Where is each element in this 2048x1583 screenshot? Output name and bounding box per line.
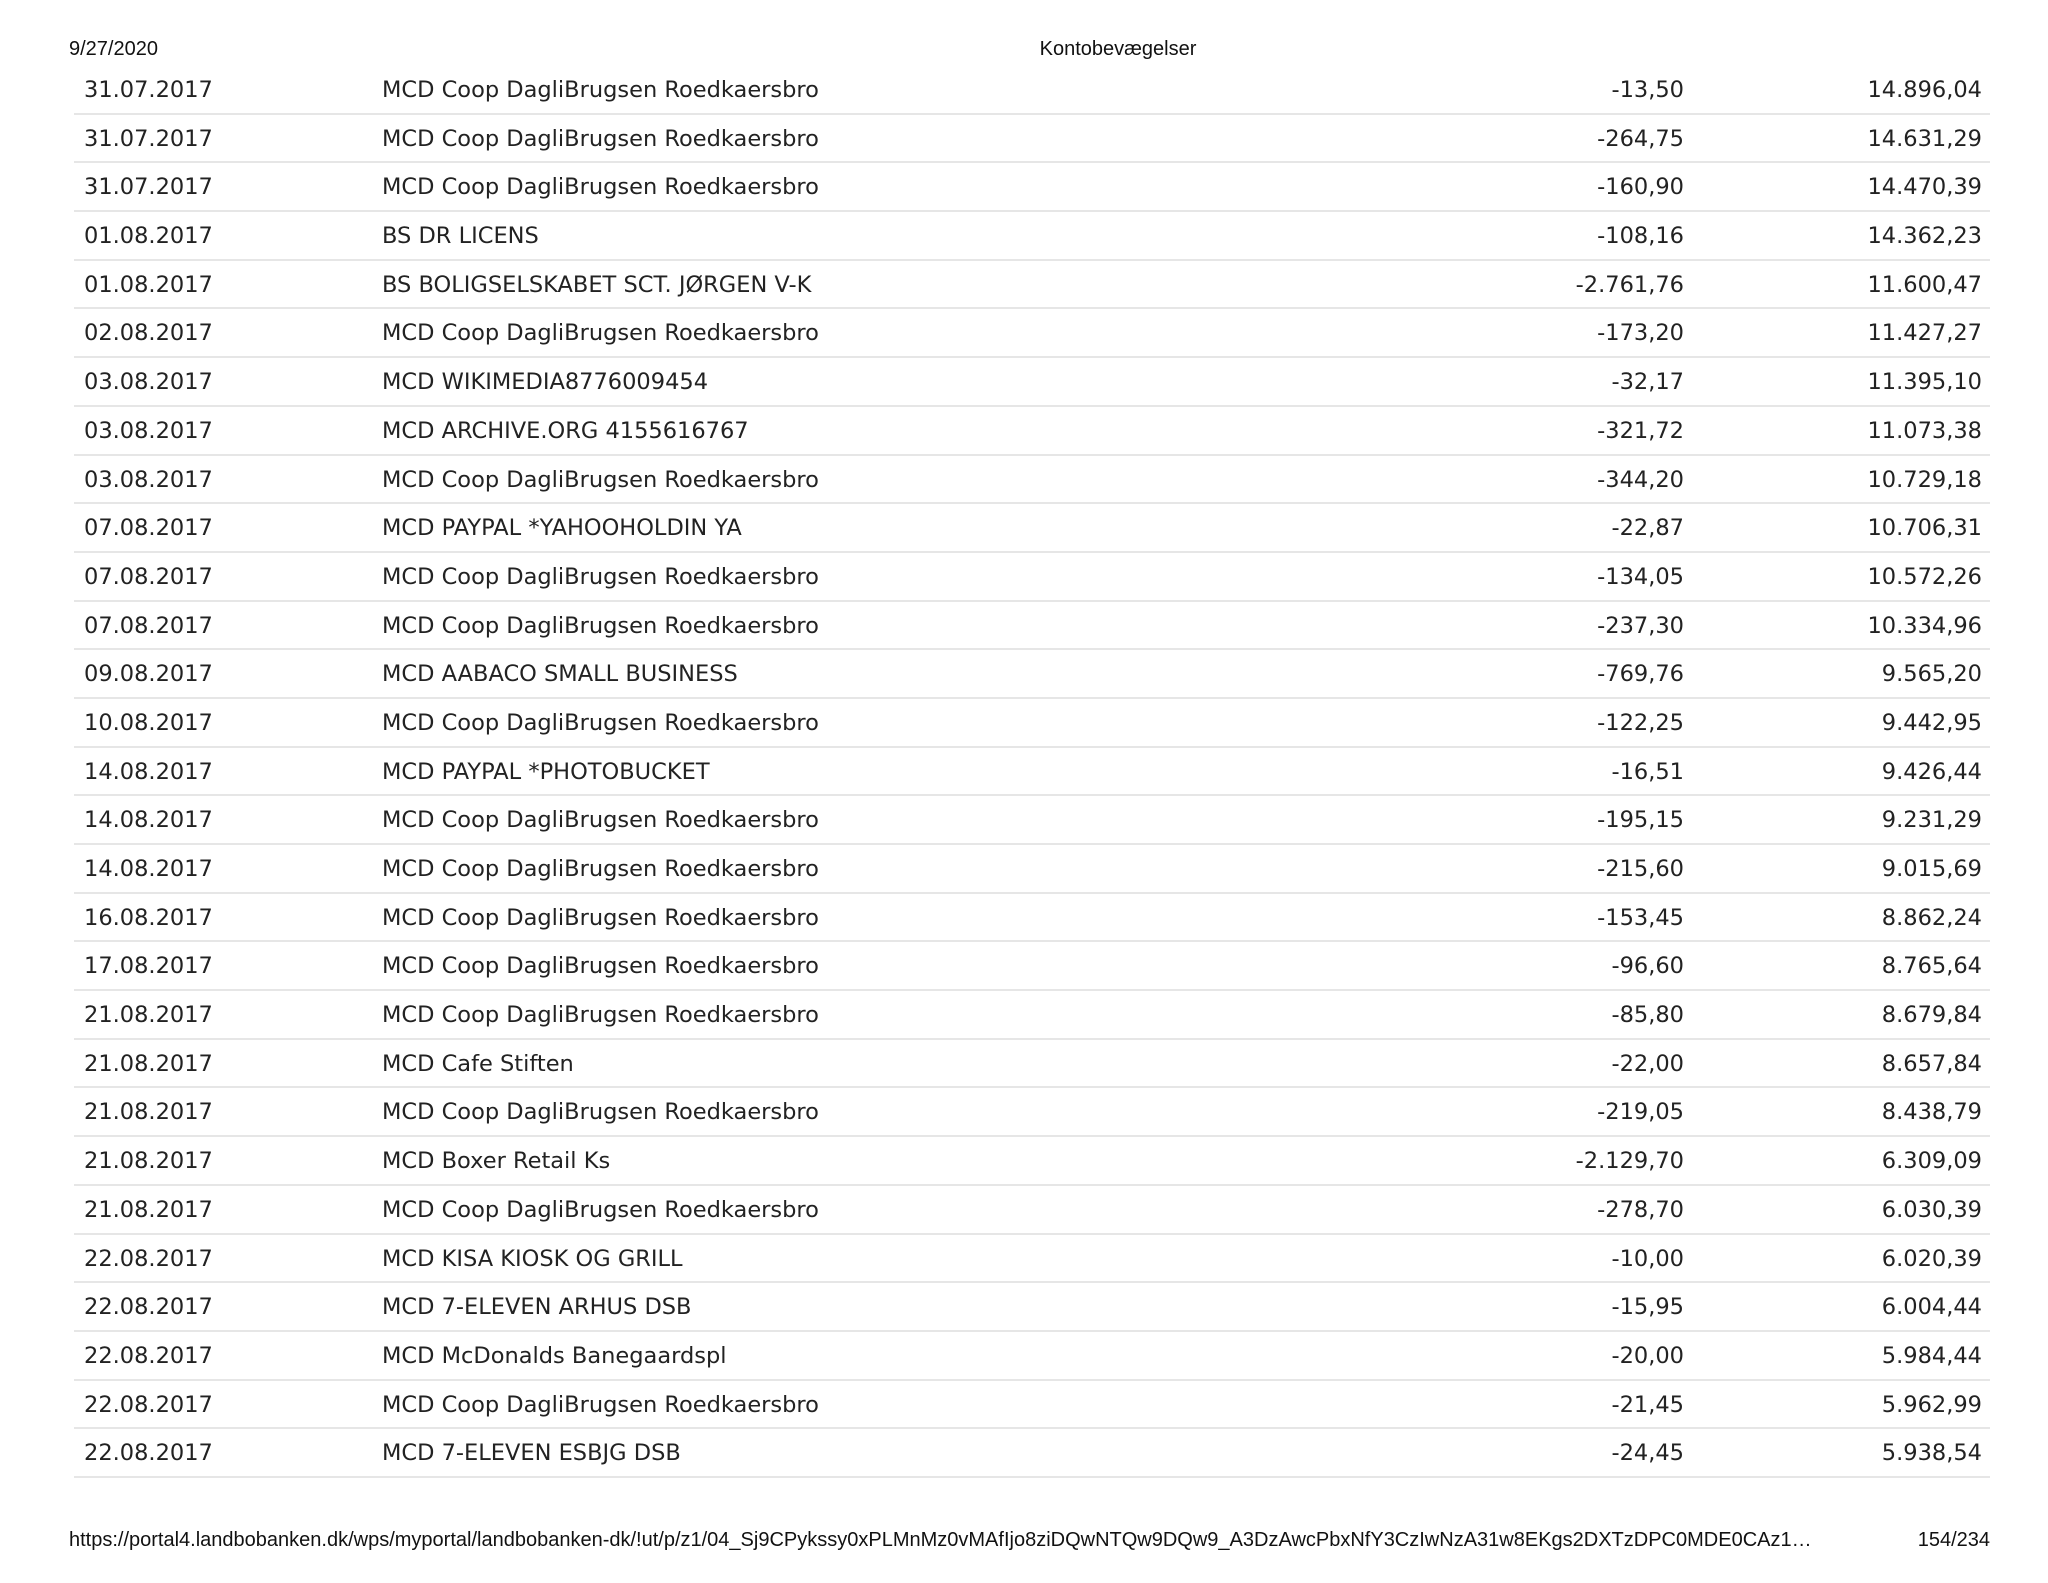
page-title <box>0 38 2048 61</box>
transaction-balance: 9.426,44 <box>1881 758 1982 785</box>
transaction-date: 21.08.2017 <box>84 1050 213 1077</box>
transaction-date: 14.08.2017 <box>84 856 213 882</box>
transaction-amount: -32,17 <box>1611 369 1684 396</box>
transaction-balance: 9.565,20 <box>1881 661 1982 688</box>
table-row <box>74 1283 1990 1332</box>
transaction-description: MCD Coop DagliBrugsen Roedkaersbro <box>382 856 819 882</box>
transaction-balance: 6.004,44 <box>1881 1294 1982 1321</box>
table-row <box>74 1332 1990 1381</box>
transaction-description: MCD Cafe Stiften <box>382 1050 574 1077</box>
transaction-balance: 10.572,26 <box>1867 563 1982 590</box>
transaction-amount: -96,60 <box>1611 953 1684 980</box>
transaction-amount: -108,16 <box>1597 223 1684 250</box>
transaction-date: 07.08.2017 <box>84 612 213 639</box>
transaction-amount: -10,00 <box>1611 1245 1684 1272</box>
transaction-balance: 9.015,69 <box>1881 856 1982 882</box>
transaction-balance: 8.657,84 <box>1881 1050 1982 1077</box>
transaction-description: MCD Coop DagliBrugsen Roedkaersbro <box>382 1196 819 1223</box>
transaction-balance: 8.862,24 <box>1881 904 1982 931</box>
transaction-balance: 14.896,04 <box>1867 77 1982 103</box>
transaction-amount: -122,25 <box>1597 709 1684 736</box>
table-row <box>74 699 1990 748</box>
transaction-description: MCD KISA KIOSK OG GRILL <box>382 1245 683 1272</box>
transaction-date: 07.08.2017 <box>84 563 213 590</box>
transactions-table <box>74 66 1990 1478</box>
transaction-date: 03.08.2017 <box>84 466 213 493</box>
transaction-balance: 9.231,29 <box>1881 807 1982 834</box>
page-title-text: Kontobevægelser <box>1039 38 1197 60</box>
transaction-balance: 14.631,29 <box>1867 125 1982 152</box>
transaction-amount: -13,50 <box>1611 77 1684 103</box>
transaction-date: 21.08.2017 <box>84 1099 213 1126</box>
transaction-balance: 6.030,39 <box>1881 1196 1982 1223</box>
transaction-date: 22.08.2017 <box>84 1440 213 1467</box>
table-row <box>74 504 1990 553</box>
table-row <box>74 1186 1990 1235</box>
transaction-description: MCD Coop DagliBrugsen Roedkaersbro <box>382 125 819 152</box>
table-row <box>74 602 1990 651</box>
table-row <box>74 358 1990 407</box>
transaction-amount: -237,30 <box>1597 612 1684 639</box>
table-row <box>74 1040 1990 1089</box>
table-row <box>74 163 1990 212</box>
transaction-description: BS DR LICENS <box>382 223 539 250</box>
table-row <box>74 942 1990 991</box>
transaction-balance: 8.765,64 <box>1881 953 1982 980</box>
transaction-balance: 9.442,95 <box>1881 709 1982 736</box>
transaction-description: MCD AABACO SMALL BUSINESS <box>382 661 738 688</box>
transaction-date: 22.08.2017 <box>84 1294 213 1321</box>
transaction-amount: -22,87 <box>1611 515 1684 542</box>
table-row <box>74 115 1990 164</box>
transaction-date: 16.08.2017 <box>84 904 213 931</box>
transaction-date: 31.07.2017 <box>84 174 213 201</box>
transaction-description: MCD Boxer Retail Ks <box>382 1148 611 1175</box>
print-header <box>0 38 2048 64</box>
transaction-date: 21.08.2017 <box>84 1002 213 1029</box>
transaction-amount: -16,51 <box>1611 758 1684 785</box>
transaction-amount: -21,45 <box>1611 1391 1684 1418</box>
transaction-amount: -769,76 <box>1597 661 1684 688</box>
transaction-balance: 11.427,27 <box>1867 320 1982 347</box>
table-row <box>74 991 1990 1040</box>
transaction-description: MCD Coop DagliBrugsen Roedkaersbro <box>382 466 819 493</box>
transaction-balance: 6.020,39 <box>1881 1245 1982 1272</box>
table-row <box>74 66 1990 115</box>
transaction-amount: -195,15 <box>1597 807 1684 834</box>
table-row <box>74 456 1990 505</box>
transaction-balance: 14.470,39 <box>1867 174 1982 201</box>
transaction-balance: 8.679,84 <box>1881 1002 1982 1029</box>
transaction-balance: 5.984,44 <box>1881 1342 1982 1369</box>
page-number: 154/234 <box>1917 1529 1990 1551</box>
transaction-balance: 5.962,99 <box>1881 1391 1982 1418</box>
transaction-description: MCD Coop DagliBrugsen Roedkaersbro <box>382 953 819 980</box>
transaction-balance: 14.362,23 <box>1867 223 1982 250</box>
transaction-amount: -278,70 <box>1597 1196 1684 1223</box>
transaction-date: 07.08.2017 <box>84 515 213 542</box>
transaction-date: 09.08.2017 <box>84 661 213 688</box>
transaction-amount: -160,90 <box>1597 174 1684 201</box>
transaction-amount: -215,60 <box>1597 856 1684 882</box>
transaction-balance: 11.600,47 <box>1867 271 1982 298</box>
transaction-date: 21.08.2017 <box>84 1148 213 1175</box>
transaction-description: MCD Coop DagliBrugsen Roedkaersbro <box>382 77 819 103</box>
transaction-date: 17.08.2017 <box>84 953 213 980</box>
transaction-amount: -153,45 <box>1597 904 1684 931</box>
transaction-amount: -264,75 <box>1597 125 1684 152</box>
transaction-balance: 11.073,38 <box>1867 417 1982 444</box>
transaction-amount: -15,95 <box>1611 1294 1684 1321</box>
table-row <box>74 261 1990 310</box>
transaction-description: MCD PAYPAL *YAHOOHOLDIN YA <box>382 515 742 542</box>
table-row <box>74 748 1990 797</box>
transaction-description: MCD Coop DagliBrugsen Roedkaersbro <box>382 320 819 347</box>
transaction-description: MCD Coop DagliBrugsen Roedkaersbro <box>382 807 819 834</box>
transaction-description: MCD Coop DagliBrugsen Roedkaersbro <box>382 1391 819 1418</box>
transaction-description: MCD Coop DagliBrugsen Roedkaersbro <box>382 904 819 931</box>
transaction-amount: -219,05 <box>1597 1099 1684 1126</box>
transaction-balance: 5.938,54 <box>1881 1440 1982 1467</box>
print-footer <box>0 1529 2048 1555</box>
print-date: 9/27/2020 <box>69 38 158 60</box>
transaction-balance: 6.309,09 <box>1881 1148 1982 1175</box>
transaction-amount: -344,20 <box>1597 466 1684 493</box>
table-row <box>74 1429 1990 1478</box>
transaction-description: MCD 7-ELEVEN ARHUS DSB <box>382 1294 692 1321</box>
transaction-amount: -22,00 <box>1611 1050 1684 1077</box>
transaction-amount: -134,05 <box>1597 563 1684 590</box>
transaction-description: MCD Coop DagliBrugsen Roedkaersbro <box>382 1002 819 1029</box>
transaction-date: 03.08.2017 <box>84 369 213 396</box>
table-row <box>74 1381 1990 1430</box>
transaction-balance: 10.729,18 <box>1867 466 1982 493</box>
transaction-date: 03.08.2017 <box>84 417 213 444</box>
transaction-description: MCD WIKIMEDIA8776009454 <box>382 369 709 396</box>
transaction-date: 01.08.2017 <box>84 271 213 298</box>
transaction-date: 22.08.2017 <box>84 1245 213 1272</box>
transaction-date: 14.08.2017 <box>84 758 213 785</box>
transaction-date: 02.08.2017 <box>84 320 213 347</box>
transaction-description: MCD McDonalds Banegaardspl <box>382 1342 727 1369</box>
transaction-date: 21.08.2017 <box>84 1196 213 1223</box>
transaction-amount: -2.129,70 <box>1575 1148 1684 1175</box>
table-row <box>74 1137 1990 1186</box>
transaction-date: 01.08.2017 <box>84 223 213 250</box>
transaction-description: MCD Coop DagliBrugsen Roedkaersbro <box>382 563 819 590</box>
table-row <box>74 212 1990 261</box>
table-row <box>74 650 1990 699</box>
transaction-description: MCD Coop DagliBrugsen Roedkaersbro <box>382 612 819 639</box>
transaction-amount: -24,45 <box>1611 1440 1684 1467</box>
transaction-balance: 8.438,79 <box>1881 1099 1982 1126</box>
table-row <box>74 407 1990 456</box>
transaction-balance: 10.706,31 <box>1867 515 1982 542</box>
transaction-description: BS BOLIGSELSKABET SCT. JØRGEN V-K <box>382 271 812 298</box>
transaction-amount: -20,00 <box>1611 1342 1684 1369</box>
transaction-description: MCD Coop DagliBrugsen Roedkaersbro <box>382 174 819 201</box>
transaction-date: 14.08.2017 <box>84 807 213 834</box>
table-row <box>74 796 1990 845</box>
transaction-amount: -173,20 <box>1597 320 1684 347</box>
transaction-date: 31.07.2017 <box>84 125 213 152</box>
table-row <box>74 894 1990 943</box>
transaction-description: MCD Coop DagliBrugsen Roedkaersbro <box>382 1099 819 1126</box>
page-url: https://portal4.landbobanken.dk/wps/myportal/landbobanken-dk/!ut/p/z1/04_Sj9CPykssy0xPLMnMz0vMAfIjo8ziDQwNTQw9DQw9_A3DzAwcPbxNfY3CzIwNzA31w8EKgs2DXTzDPC0MDE0CAz1… <box>69 1529 1812 1551</box>
transaction-description: MCD PAYPAL *PHOTOBUCKET <box>382 758 710 785</box>
transaction-amount: -321,72 <box>1597 417 1684 444</box>
table-row <box>74 845 1990 894</box>
transaction-description: MCD Coop DagliBrugsen Roedkaersbro <box>382 709 819 736</box>
transaction-balance: 11.395,10 <box>1867 369 1982 396</box>
transaction-balance: 10.334,96 <box>1867 612 1982 639</box>
table-row <box>74 309 1990 358</box>
table-row <box>74 1088 1990 1137</box>
table-row <box>74 1235 1990 1284</box>
transaction-description: MCD ARCHIVE.ORG 4155616767 <box>382 417 749 444</box>
transaction-amount: -85,80 <box>1611 1002 1684 1029</box>
transaction-date: 10.08.2017 <box>84 709 213 736</box>
transaction-description: MCD 7-ELEVEN ESBJG DSB <box>382 1440 681 1467</box>
transaction-date: 22.08.2017 <box>84 1342 213 1369</box>
transaction-amount: -2.761,76 <box>1575 271 1684 298</box>
transaction-date: 31.07.2017 <box>84 77 213 103</box>
table-row <box>74 553 1990 602</box>
transaction-date: 22.08.2017 <box>84 1391 213 1418</box>
